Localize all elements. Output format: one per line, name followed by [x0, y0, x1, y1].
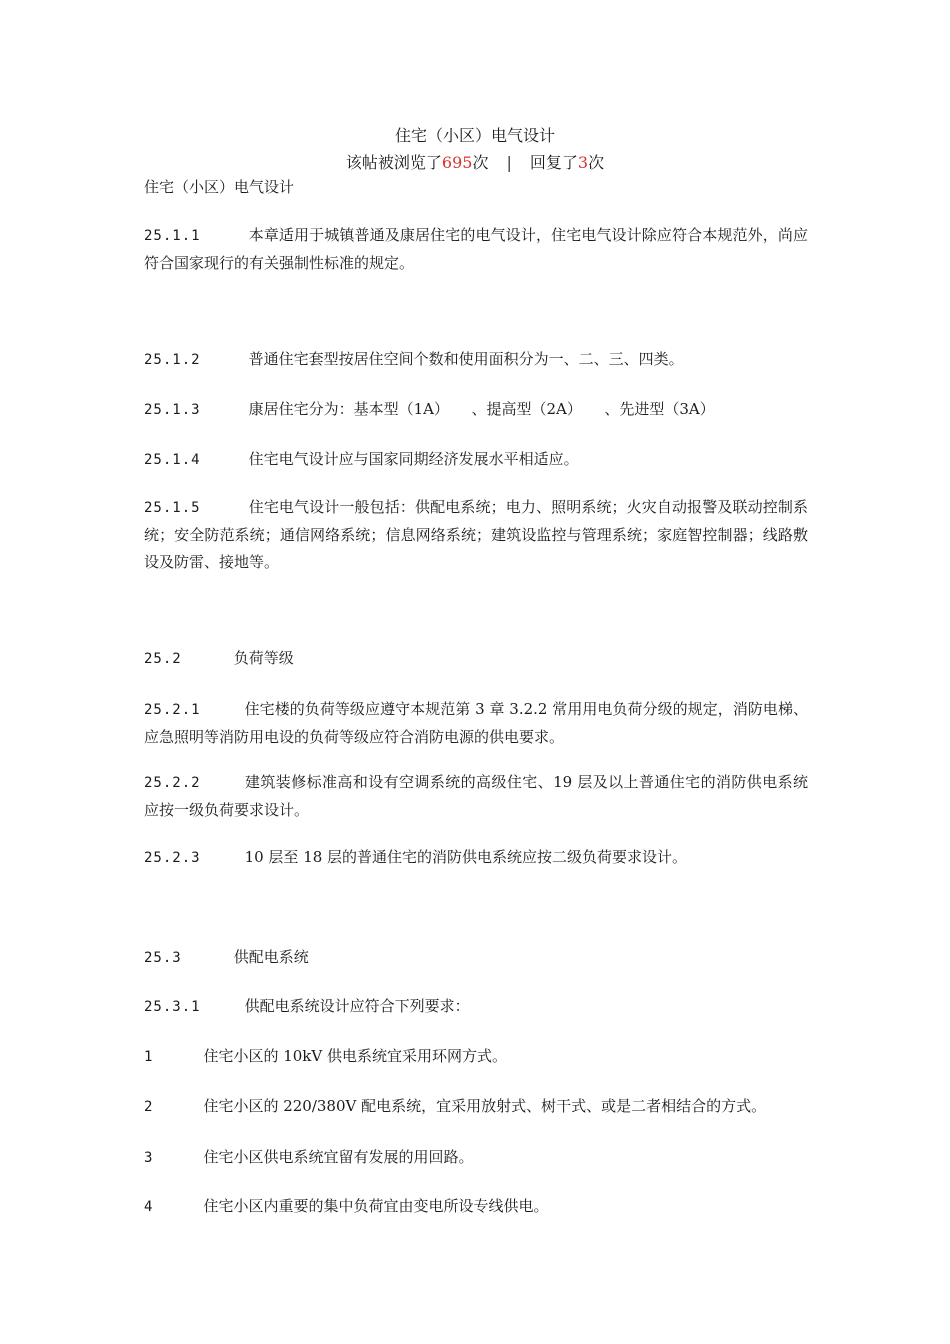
section-number: 25.3 — [144, 950, 182, 966]
list-text: 住宅小区的 220/380V 配电系统，宜采用放射式、树干式、或是二者相结合的方式。 — [203, 1097, 767, 1115]
list-number: 2 — [144, 1099, 154, 1115]
clause-number: 25.1.5 — [144, 500, 201, 516]
stats-separator: | — [506, 153, 512, 172]
page-title: 住宅（小区）电气设计 — [394, 126, 555, 145]
clause-text: 本章适用于城镇普通及康居住宅的电气设计，住宅电气设计除应符合本规范外，尚应符合国家现行的有关强制性标准的规定。 — [144, 226, 808, 272]
section-title: 供配电系统 — [233, 948, 309, 966]
list-number: 4 — [144, 1199, 154, 1215]
document-title: 住宅（小区）电气设计 — [144, 178, 295, 196]
section-number: 25.2 — [144, 651, 182, 667]
clause-text: 供配电系统设计应符合下列要求： — [244, 997, 470, 1015]
clause-number: 25.2.3 — [144, 850, 201, 866]
clause-text: 普通住宅套型按居住空间个数和使用面积分为一、二、三、四类。 — [248, 350, 684, 368]
clause-25-1-1 — [144, 222, 808, 277]
clause-25-1-3 — [144, 396, 808, 424]
clause-25-2-3 — [144, 844, 808, 872]
clause-25-3-1 — [144, 993, 808, 1021]
section-25-3-heading — [144, 944, 808, 972]
views-prefix: 该帖被浏览了 — [345, 153, 442, 172]
clause-text: 康居住宅分为：基本型（1A） 、提高型（2A） 、先进型（3A） — [248, 400, 715, 418]
reply-count: 3 — [577, 153, 589, 172]
clause-25-1-5 — [144, 494, 808, 576]
clause-number: 25.3.1 — [144, 999, 201, 1015]
post-stats — [0, 151, 950, 175]
clause-number: 25.1.2 — [144, 352, 201, 368]
clause-text: 住宅楼的负荷等级应遵守本规范第 3 章 3.2.2 常用用电负荷分级的规定，消防电梯、应急照明等消防用电设的负荷等级应符合消防电源的供电要求。 — [144, 700, 808, 746]
clause-number: 25.2.1 — [144, 702, 201, 718]
clause-number: 25.1.3 — [144, 402, 201, 418]
clause-25-1-4 — [144, 446, 808, 474]
clause-number: 25.1.4 — [144, 452, 201, 468]
list-text: 住宅小区供电系统宜留有发展的用回路。 — [203, 1148, 474, 1166]
clause-number: 25.2.2 — [144, 775, 201, 791]
list-text: 住宅小区内重要的集中负荷宜由变电所设专线供电。 — [203, 1197, 549, 1215]
view-count: 695 — [441, 153, 473, 172]
clause-text: 建筑装修标准高和设有空调系统的高级住宅、19 层及以上普通住宅的消防供电系统应按一级负荷要求设计。 — [144, 773, 808, 819]
clause-25-2-1 — [144, 696, 808, 751]
replies-suffix: 次 — [588, 153, 605, 172]
list-item-1 — [144, 1043, 808, 1071]
clause-number: 25.1.1 — [144, 228, 201, 244]
section-25-2-heading — [144, 645, 808, 673]
clause-25-1-2 — [144, 346, 808, 374]
replies-prefix: 回复了 — [529, 153, 578, 172]
clause-text: 住宅电气设计应与国家同期经济发展水平相适应。 — [248, 450, 579, 468]
list-item-4 — [144, 1193, 808, 1221]
clause-text: 10 层至 18 层的普通住宅的消防供电系统应按二级负荷要求设计。 — [244, 848, 688, 866]
list-item-2 — [144, 1093, 808, 1121]
clause-25-2-2 — [144, 769, 808, 824]
list-number: 3 — [144, 1150, 154, 1166]
clause-text: 住宅电气设计一般包括：供配电系统；电力、照明系统；火灾自动报警及联动控制系统；安全防范系统；通信网络系统；信息网络系统；建筑设监控与管理系统；家庭智控制器；线路敷设及防雷、接地等。 — [144, 498, 808, 571]
list-text: 住宅小区的 10kV 供电系统宜采用环网方式。 — [203, 1047, 507, 1065]
list-item-3 — [144, 1144, 808, 1172]
views-suffix: 次 — [472, 153, 489, 172]
list-number: 1 — [144, 1049, 154, 1065]
section-title: 负荷等级 — [233, 649, 294, 667]
